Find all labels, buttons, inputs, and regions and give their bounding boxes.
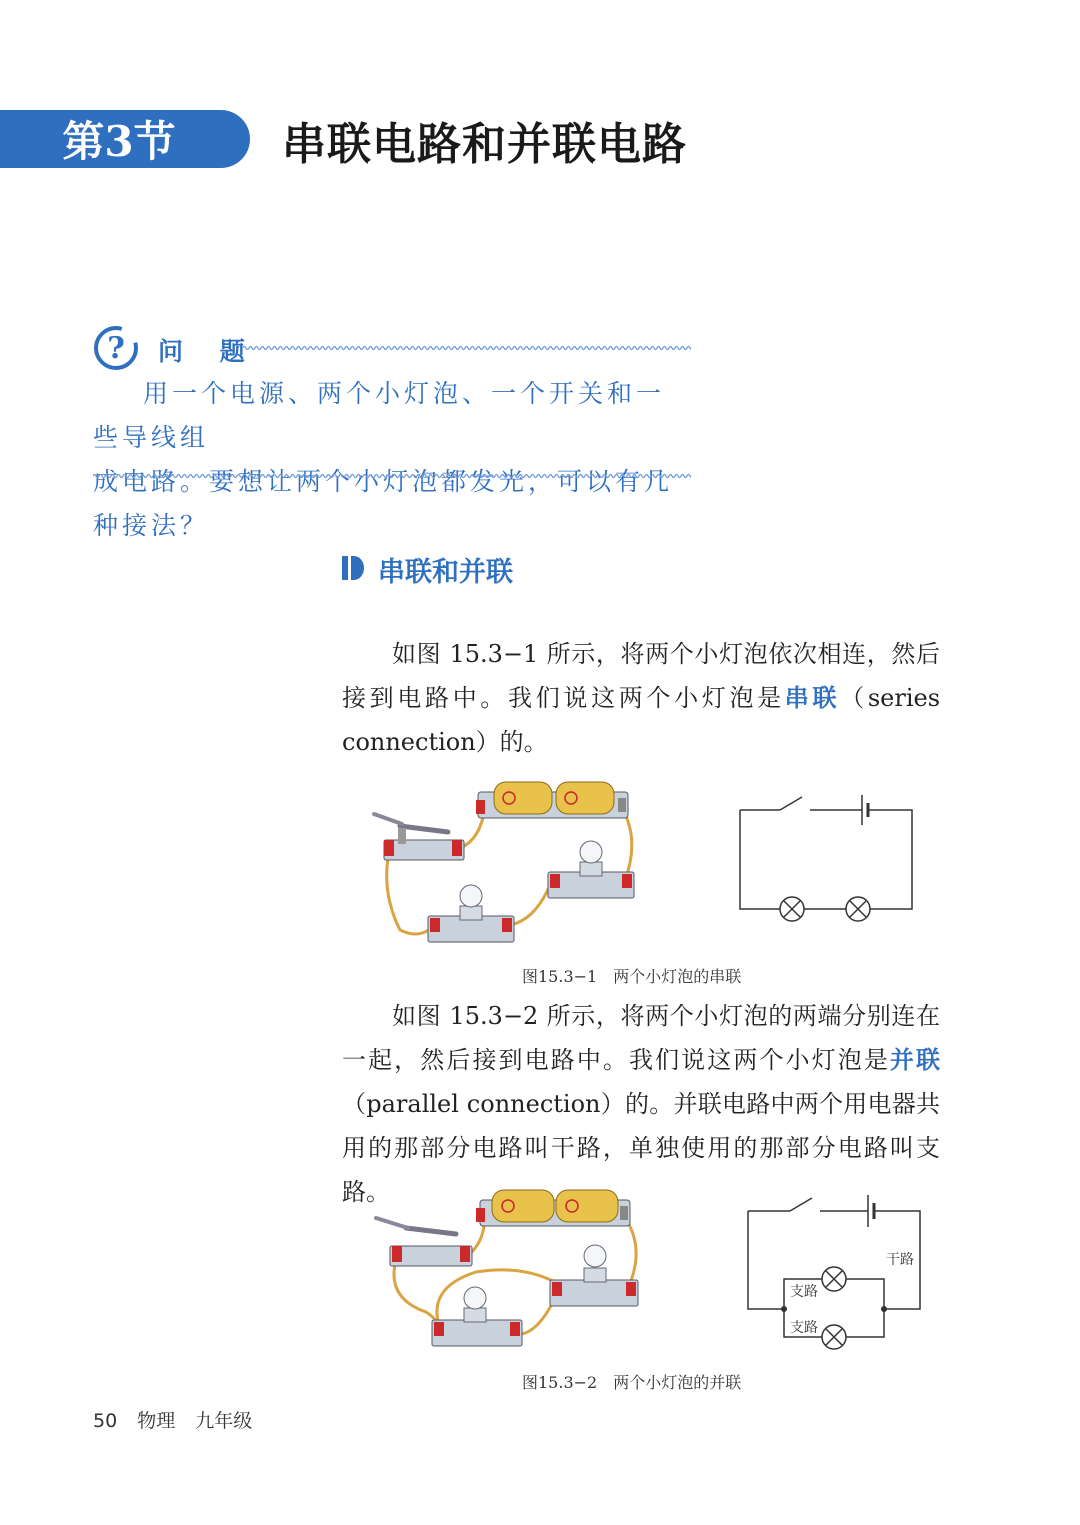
- label-main-circuit: 干路: [886, 1252, 914, 1268]
- paragraph-parallel-tail: （parallel connection）的。并联电路中两个用电器共用的那部分电路叫干路，单独使用的那部分电路叫支路。: [342, 1090, 940, 1206]
- page-footer: [93, 1406, 266, 1433]
- question-line-1: 用一个电源、两个小灯泡、一个开关和一些导线组: [93, 379, 666, 452]
- paragraph-parallel-text: 如图 15.3−2 所示，将两个小灯泡的两端分别连在一起，然后接到电路中。我们说这两个小灯泡是: [342, 1002, 940, 1074]
- keyword-series: 串联: [784, 683, 841, 712]
- paragraph-series-tail: （series connection）的。: [342, 684, 941, 756]
- svg-text:?: ?: [107, 331, 125, 366]
- label-branch-1: 支路: [790, 1284, 818, 1300]
- question-line-2: 成电路。要想让两个小灯泡都发光，可以有几种接法？: [93, 467, 674, 540]
- question-label: 问 题: [158, 337, 259, 366]
- parallel-circuit-illustration: [366, 1188, 646, 1352]
- figure-1-caption: 图15.3−1 两个小灯泡的串联: [522, 967, 742, 986]
- footer-grade: 九年级: [195, 1410, 253, 1432]
- paragraph-parallel: [342, 994, 940, 1214]
- page-number: 50: [93, 1410, 118, 1432]
- figure-2-caption: 图15.3−2 两个小灯泡的并联: [522, 1373, 742, 1392]
- label-branch-2: 支路: [790, 1320, 818, 1336]
- paragraph-series-text: 如图 15.3−1 所示，将两个小灯泡依次相连，然后接到电路中。我们说这两个小灯泡是: [342, 640, 940, 712]
- section-title: 串联电路和并联电路: [282, 119, 687, 170]
- question-text: [93, 372, 693, 548]
- wavy-divider-bottom: [93, 472, 691, 480]
- paragraph-series: [342, 632, 940, 764]
- subsection-title: 串联和并联: [378, 557, 513, 588]
- footer-subject: 物理: [137, 1410, 176, 1432]
- parallel-circuit-diagram: [740, 1185, 925, 1355]
- question-icon: [93, 325, 139, 371]
- keyword-parallel: 并联: [889, 1045, 941, 1074]
- subsection-marker-icon: [342, 556, 364, 580]
- section-number-tab: 第3节: [0, 110, 250, 168]
- series-circuit-diagram: [730, 785, 920, 925]
- series-circuit-illustration: [360, 780, 650, 948]
- wavy-divider-top: [243, 344, 691, 352]
